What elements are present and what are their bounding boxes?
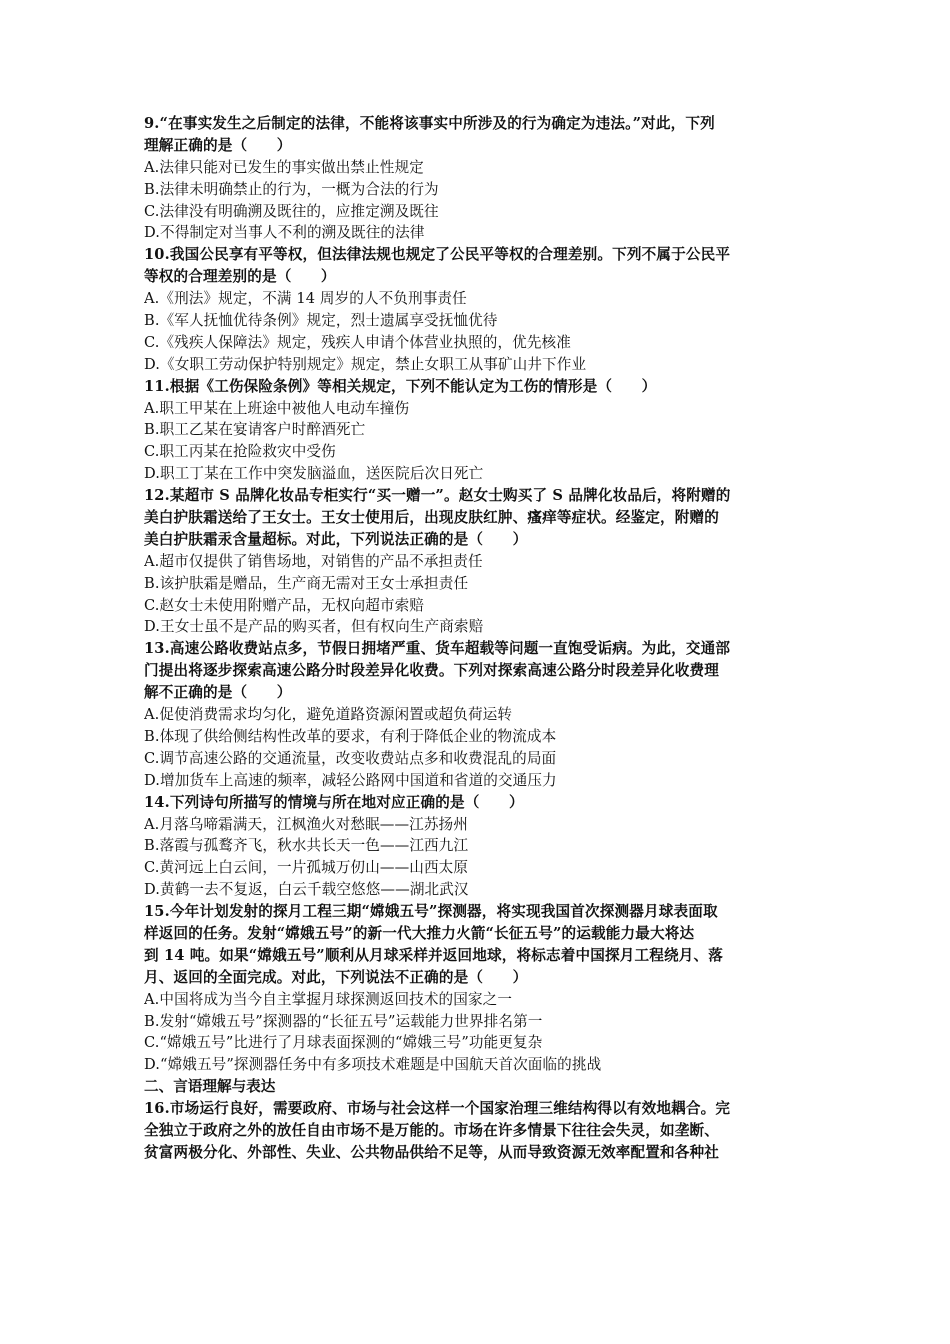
- question-12: [144, 485, 816, 638]
- question-stem-line: 10.我国公民享有平等权，但法律法规也规定了公民平等权的合理差别。下列不属于公民平: [144, 246, 731, 264]
- option-d: D.职工丁某在工作中突发脑溢血，送医院后次日死亡: [144, 465, 484, 483]
- question-stem-line: 解不正确的是（ ）: [144, 684, 292, 702]
- option-b: B.该护肤霜是赠品，生产商无需对王女士承担责任: [144, 574, 469, 592]
- option-c: C.法律没有明确溯及既往的，应推定溯及既往: [144, 202, 439, 220]
- question-stem-line: 12.某超市 S 品牌化妆品专柜实行“买一赠一”。赵女士购买了 S 品牌化妆品后，将附赠的: [144, 487, 731, 505]
- question-stem-line: 9.“在事实发生之后制定的法律，不能将该事实中所涉及的行为确定为违法。”对此，下列: [144, 115, 715, 132]
- option-a: A.中国将成为当今自主掌握月球探测返回技术的国家之一: [144, 990, 513, 1008]
- option-d: D.黄鹤一去不复返，白云千载空悠悠——湖北武汉: [144, 881, 469, 899]
- question-stem-line: 样返回的任务。发射“嫦娥五号”的新一代大推力火箭“长征五号”的运载能力最大将达: [144, 924, 695, 942]
- question-13: [144, 638, 816, 791]
- option-c: C.调节高速公路的交通流量，改变收费站点多和收费混乱的局面: [144, 749, 557, 767]
- question-stem-line: 美白护肤霜送给了王女士。王女士使用后，出现皮肤红肿、瘙痒等症状。经鉴定，附赠的: [144, 509, 720, 527]
- option-b: B.《军人抚恤优待条例》规定，烈士遗属享受抚恤优待: [144, 312, 498, 330]
- option-d: D.不得制定对当事人不利的溯及既往的法律: [144, 224, 425, 242]
- question-11: [144, 376, 816, 485]
- question-stem-line: 14.下列诗句所描写的情境与所在地对应正确的是（ ）: [144, 793, 524, 811]
- question-stem-line: 理解正确的是（ ）: [144, 136, 292, 154]
- option-b: B.职工乙某在宴请客户时醉酒死亡: [144, 421, 366, 439]
- question-9: [144, 113, 816, 244]
- question-stem-line: 美白护肤霜汞含量超标。对此，下列说法正确的是（ ）: [144, 530, 528, 548]
- option-a: A.月落乌啼霜满天，江枫渔火对愁眠——江苏扬州: [144, 815, 468, 833]
- option-d: D.“嫦娥五号”探测器任务中有多项技术难题是中国航天首次面临的挑战: [144, 1056, 602, 1074]
- question-stem-line: 11.根据《工伤保险条例》等相关规定，下列不能认定为工伤的情形是（ ）: [144, 377, 657, 395]
- question-stem-line: 到 14 吨。如果“嫦娥五号”顺利从月球采样并返回地球，将标志着中国探月工程绕月、落: [144, 946, 723, 964]
- option-d: D.增加货车上高速的频率，减轻公路网中国道和省道的交通压力: [144, 771, 557, 789]
- question-stem-line: 16.市场运行良好，需要政府、市场与社会这样一个国家治理三维结构得以有效地耦合。完: [144, 1100, 731, 1118]
- question-stem-line: 月、返回的全面完成。对此，下列说法不正确的是（ ）: [144, 968, 528, 986]
- option-a: A.超市仅提供了销售场地，对销售的产品不承担责任: [144, 552, 483, 570]
- option-a: A.促使消费需求均匀化，避免道路资源闲置或超负荷运转: [144, 706, 513, 724]
- option-c: C.黄河远上白云间，一片孤城万仞山——山西太原: [144, 859, 469, 877]
- option-b: B.法律未明确禁止的行为，一概为合法的行为: [144, 180, 439, 198]
- exam-page: [144, 113, 816, 1164]
- question-stem-line: 贫富两极分化、外部性、失业、公共物品供给不足等，从而导致资源无效率配置和各种社: [144, 1143, 720, 1161]
- option-b: B.体现了供给侧结构性改革的要求，有利于降低企业的物流成本: [144, 727, 557, 745]
- question-stem-line: 15.今年计划发射的探月工程三期“嫦娥五号”探测器，将实现我国首次探测器月球表面取: [144, 903, 718, 921]
- question-stem-line: 等权的合理差别的是（ ）: [144, 268, 336, 286]
- question-stem-line: 门提出将逐步探索高速公路分时段差异化收费。下列对探索高速公路分时段差异化收费理: [144, 662, 720, 680]
- question-stem-line: 13.高速公路收费站点多，节假日拥堵严重、货车超载等问题一直饱受诟病。为此，交通部: [144, 640, 731, 658]
- option-d: D.王女士虽不是产品的购买者，但有权向生产商索赔: [144, 618, 484, 636]
- question-15: [144, 901, 816, 1076]
- option-c: C.《残疾人保障法》规定，残疾人申请个体营业执照的，优先核准: [144, 333, 571, 351]
- section-title: 二、言语理解与表达: [144, 1078, 276, 1096]
- option-c: C.赵女士未使用附赠产品，无权向超市索赔: [144, 596, 424, 614]
- question-14: [144, 792, 816, 901]
- option-d: D.《女职工劳动保护特别规定》规定，禁止女职工从事矿山井下作业: [144, 355, 587, 373]
- option-c: C.职工丙某在抢险救灾中受伤: [144, 443, 336, 461]
- question-stem-line: 全独立于政府之外的放任自由市场不是万能的。市场在许多情景下往往会失灵，如垄断、: [144, 1121, 720, 1139]
- question-10: [144, 244, 816, 375]
- question-16: [144, 1098, 816, 1164]
- option-b: B.落霞与孤鹜齐飞，秋水共长天一色——江西九江: [144, 837, 469, 855]
- option-c: C.“嫦娥五号”比进行了月球表面探测的“嫦娥三号”功能更复杂: [144, 1034, 543, 1052]
- option-b: B.发射“嫦娥五号”探测器的“长征五号”运载能力世界排名第一: [144, 1012, 543, 1030]
- option-a: A.法律只能对已发生的事实做出禁止性规定: [144, 158, 424, 176]
- option-a: A.职工甲某在上班途中被他人电动车撞伤: [144, 399, 410, 417]
- option-a: A.《刑法》规定，不满 14 周岁的人不负刑事责任: [144, 290, 467, 308]
